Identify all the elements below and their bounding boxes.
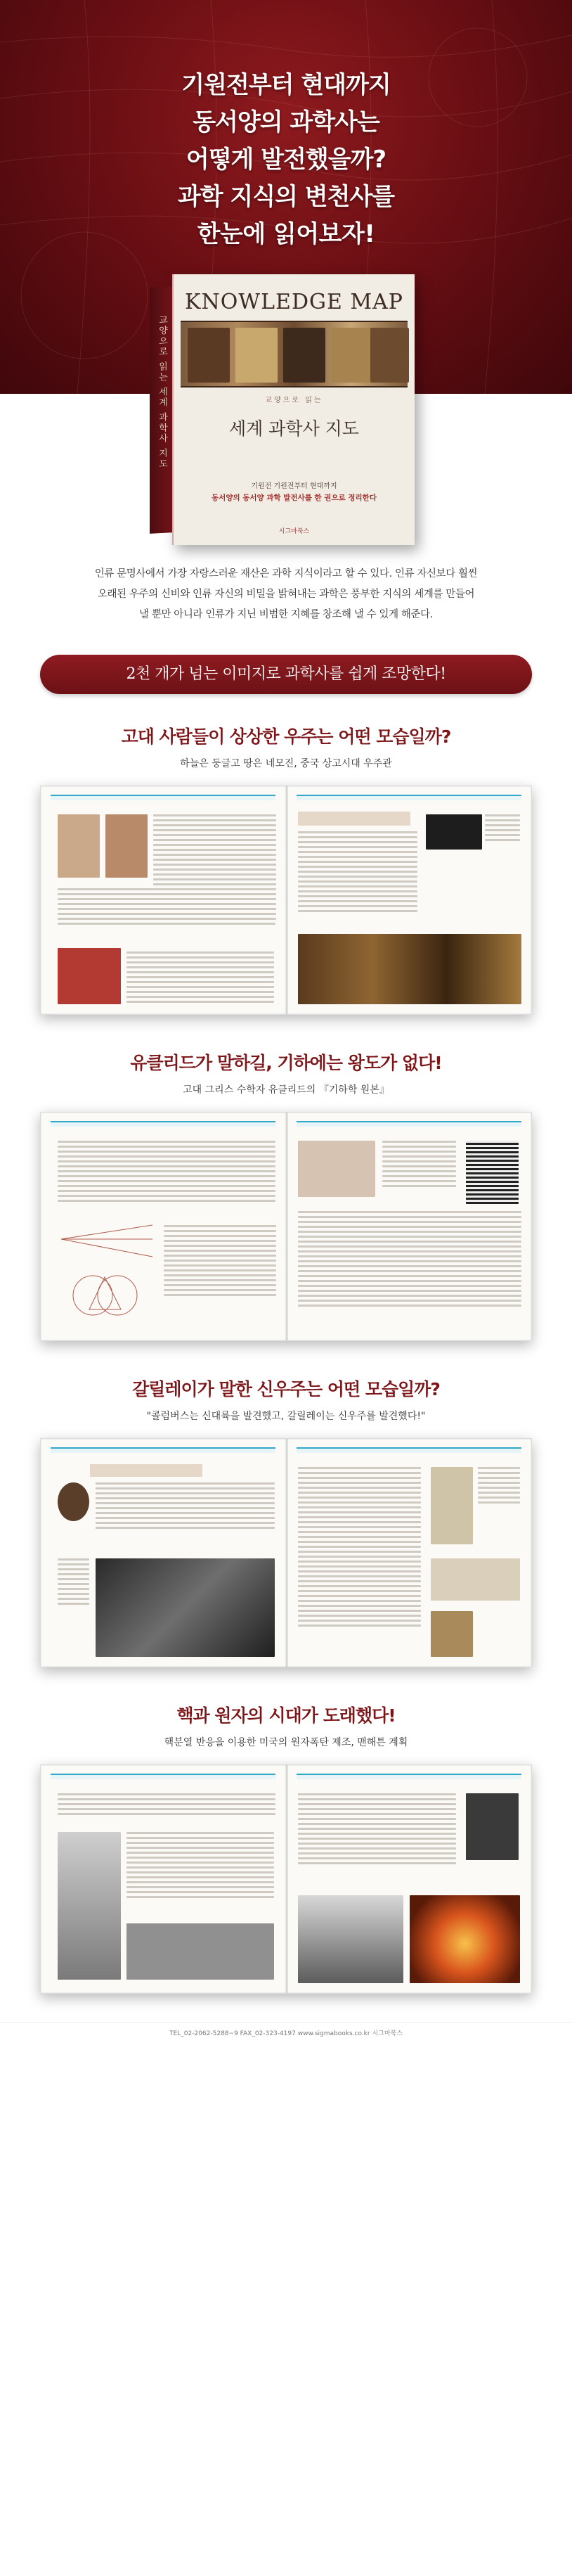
body-text-block bbox=[58, 1141, 275, 1205]
page-header-bar bbox=[51, 795, 275, 800]
section-atomic-age bbox=[0, 1704, 572, 1994]
cover-small-title: 교양으로 읽는 bbox=[265, 397, 323, 404]
body-text-block bbox=[298, 1467, 421, 1629]
body-text-block bbox=[164, 1225, 276, 1299]
illustration-image bbox=[298, 934, 521, 1004]
cover-main-title: 세계 과학사 지도 bbox=[229, 418, 359, 439]
hero-line: 동서양의 과학사는 bbox=[193, 108, 379, 136]
section-title: 유클리드가 말하길, 기하에는 왕도가 없다! bbox=[130, 1053, 442, 1073]
cover-thumb bbox=[331, 328, 373, 383]
illustration-image bbox=[58, 814, 100, 878]
intro-line: 낼 뿐만 아니라 인류가 지닌 비범한 지혜를 창조해 낼 수 있게 해준다. bbox=[139, 609, 433, 620]
illustration-image bbox=[105, 814, 148, 878]
illustration-image bbox=[431, 1611, 473, 1657]
body-text-block bbox=[382, 1141, 456, 1190]
spine-title: 교양으로 읽는 세계 과학사 지도 bbox=[157, 314, 167, 470]
body-text-block bbox=[58, 1793, 275, 1818]
book-spread-preview bbox=[40, 1112, 532, 1341]
photo-image bbox=[58, 1832, 121, 1980]
cover-subtitle-2: 동서양의 동서양 과학 발전사를 한 권으로 정리한다 bbox=[212, 494, 377, 502]
hero-line: 기원전부터 현대까지 bbox=[181, 71, 391, 99]
caption-text bbox=[485, 814, 520, 844]
cover-thumb bbox=[370, 328, 409, 383]
nuclear-explosion-image bbox=[410, 1895, 520, 1983]
publisher-logo: 시그마북스 bbox=[278, 528, 310, 535]
section-title: 갈릴레이가 말한 신우주는 어떤 모습일까? bbox=[132, 1379, 440, 1399]
page-header-bar bbox=[297, 795, 521, 800]
book-spread-preview bbox=[40, 1438, 532, 1667]
body-text-block bbox=[126, 1832, 274, 1901]
cover-thumb bbox=[283, 328, 325, 383]
portrait-image bbox=[466, 1793, 519, 1860]
page-header-bar bbox=[51, 1774, 275, 1779]
atomic-dome-image bbox=[298, 1895, 403, 1983]
section-title: 핵과 원자의 시대가 도래했다! bbox=[176, 1705, 396, 1726]
diagram-image bbox=[431, 1558, 520, 1601]
caption-text bbox=[478, 1467, 520, 1506]
section-ancient-cosmos bbox=[0, 725, 572, 1015]
section-euclid bbox=[0, 1051, 572, 1341]
section-subtitle: "콜럼버스는 신대륙을 발견했고, 갈릴레이는 신우주를 발견했다!" bbox=[146, 1411, 426, 1422]
page-header-bar bbox=[297, 1447, 521, 1453]
historical-painting bbox=[96, 1558, 275, 1657]
intro-paragraph bbox=[0, 564, 572, 625]
book-showcase bbox=[0, 274, 572, 570]
section-title: 고대 사람들이 상상한 우주는 어떤 모습일까? bbox=[121, 726, 451, 747]
cover-thumb bbox=[235, 328, 278, 383]
section-subtitle: 하늘은 둥글고 땅은 네모진, 중국 상고시대 우주관 bbox=[180, 758, 392, 769]
book-cover bbox=[172, 274, 415, 545]
caption-text bbox=[58, 1558, 89, 1608]
subheading-box bbox=[90, 1464, 202, 1477]
body-text-block bbox=[298, 831, 417, 915]
manuscript-image bbox=[298, 1141, 375, 1197]
subheading-box bbox=[298, 812, 410, 826]
page-header-bar bbox=[51, 1447, 275, 1453]
hero-line: 과학 지식의 변천사를 bbox=[177, 183, 395, 211]
geometry-diagram bbox=[58, 1218, 156, 1331]
book-spread-preview bbox=[40, 786, 532, 1015]
cover-title: KNOWLEDGE MAP bbox=[185, 290, 403, 314]
body-text-block bbox=[126, 951, 274, 1006]
page-header-bar bbox=[297, 1121, 521, 1127]
cover-thumb bbox=[188, 328, 230, 383]
body-text-block bbox=[298, 1793, 456, 1867]
page-header-bar bbox=[297, 1774, 521, 1779]
tower-image bbox=[431, 1467, 473, 1544]
cover-subtitle-1: 기원전 기원전부터 현대까지 bbox=[251, 482, 337, 490]
feature-banner: 2천 개가 넘는 이미지로 과학사를 쉽게 조망한다! bbox=[40, 655, 532, 694]
body-text-block bbox=[96, 1482, 275, 1532]
intro-line: 오래된 우주의 신비와 인류 자신의 비밀을 밝혀내는 과학은 풍부한 지식의 세계를 만들어 bbox=[97, 589, 475, 600]
book-spread-preview bbox=[40, 1764, 532, 1994]
section-subtitle: 핵분열 반응을 이용한 미국의 원자폭탄 제조, 맨해튼 계획 bbox=[164, 1737, 408, 1748]
section-subtitle: 고대 그리스 수학자 유클리드의 『기하학 원본』 bbox=[183, 1084, 389, 1096]
portrait-image bbox=[58, 1482, 89, 1521]
hero-line: 한눈에 읽어보자! bbox=[197, 220, 375, 248]
photo-image bbox=[126, 1923, 274, 1980]
intro-line: 인류 문명사에서 가장 자랑스러운 재산은 과학 지식이라고 할 수 있다. 인류 자신보다 훨씬 bbox=[94, 568, 478, 579]
illustration-image bbox=[58, 948, 121, 1004]
body-text-block bbox=[58, 888, 275, 928]
book-3d bbox=[150, 274, 420, 545]
hero-line: 어떻게 발전했을까? bbox=[186, 146, 386, 174]
hero-headline bbox=[0, 67, 572, 253]
book-spine bbox=[150, 286, 174, 534]
body-text-block bbox=[298, 1211, 521, 1309]
page-header-bar bbox=[51, 1121, 275, 1127]
illustration-image bbox=[426, 814, 482, 850]
cover-illustration-band bbox=[181, 321, 408, 387]
section-galileo bbox=[0, 1378, 572, 1667]
page-footer: TEL_02-2062-5288~9 FAX_02-323-4197 www.sigmabooks.co.kr 시그마북스 bbox=[0, 2022, 572, 2047]
banner-wrap bbox=[0, 655, 572, 694]
book-page-image bbox=[466, 1141, 519, 1204]
